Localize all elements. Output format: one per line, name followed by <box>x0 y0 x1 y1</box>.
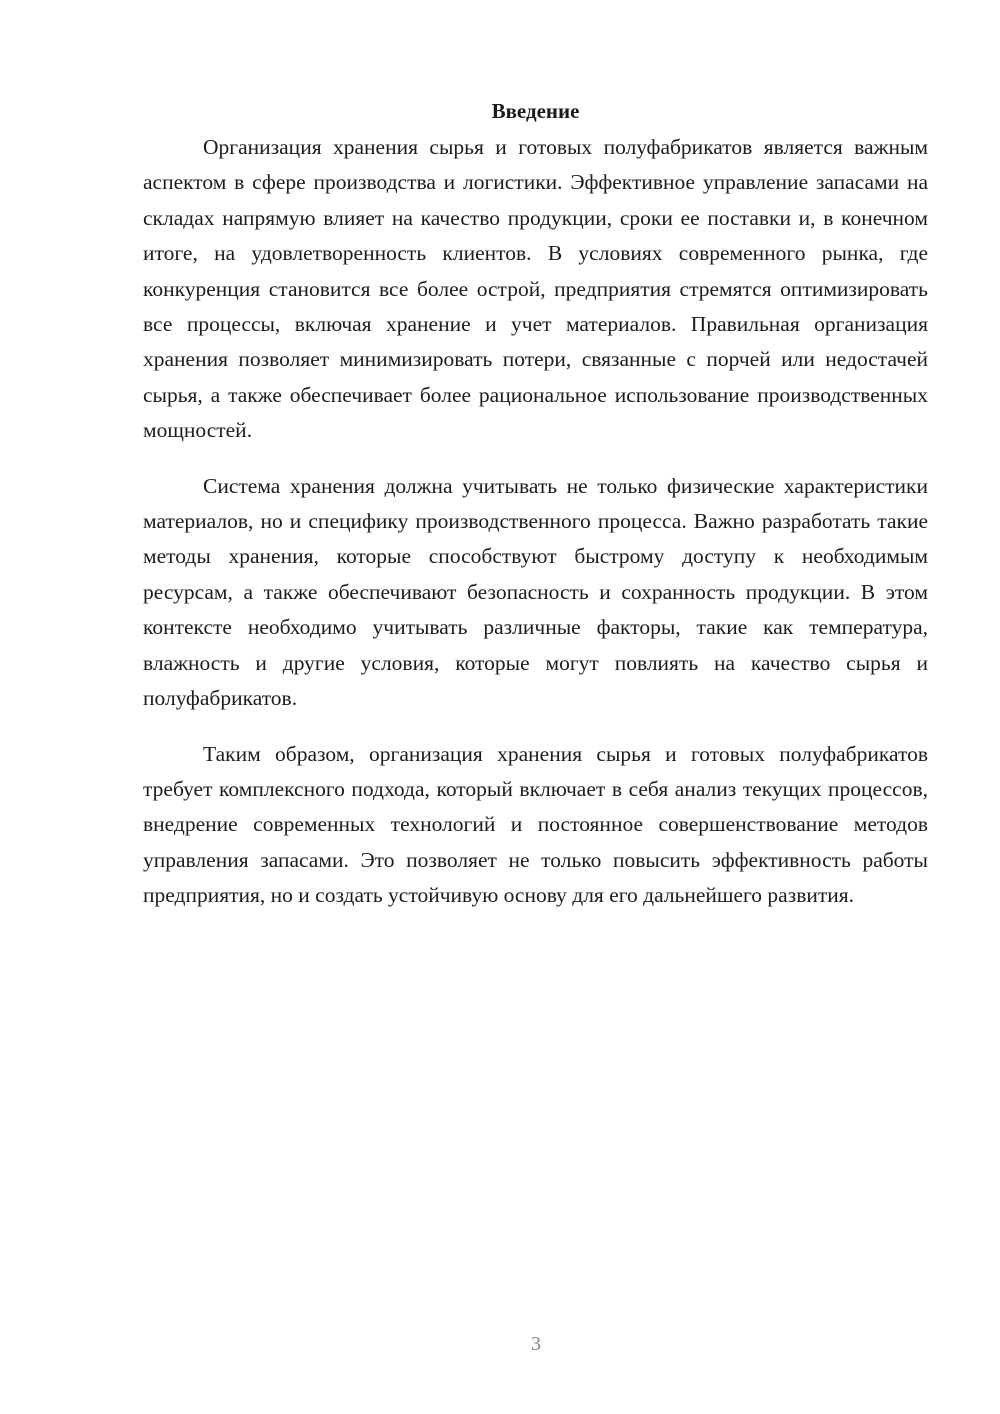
paragraph: Таким образом, организация хранения сырья и готовых полуфабрикатов требует комплексного подхода, который включает в себя анализ текущих процессов, внедрение современных технологий и постоянное совершенствование методов управления запасами. Это позволяет не только повысить эффективность работы предприятия, но и создать устойчивую основу для его дальнейшего развития. <box>143 741 928 908</box>
page-content <box>143 96 928 934</box>
paragraph: Система хранения должна учитывать не только физические характеристики материалов, но и специфику производственного процесса. Важно разработать такие методы хранения, которые способствуют быстрому доступу к необходимым ресурсам, а также обеспечивают безопасность и сохранность продукции. В этом контексте необходимо учитывать различные факторы, такие как температура, влажность и другие условия, которые могут повлиять на качество сырья и полуфабрикатов. <box>143 473 928 711</box>
page-number: 3 <box>531 1333 541 1355</box>
section-title: Введение <box>491 99 580 123</box>
paragraph: Организация хранения сырья и готовых полуфабрикатов является важным аспектом в сфере производства и логистики. Эффективное управление запасами на складах напрямую влияет на качество продукции, сроки ее поставки и, в конечном итоге, на удовлетворенность клиентов. В условиях современного рынка, где конкуренция становится все более острой, предприятия стремятся оптимизировать все процессы, включая хранение и учет материалов. Правильная организация хранения позволяет минимизировать потери, связанные с порчей или недостачей сырья, а также обеспечивает более рациональное использование производственных мощностей. <box>143 135 928 443</box>
